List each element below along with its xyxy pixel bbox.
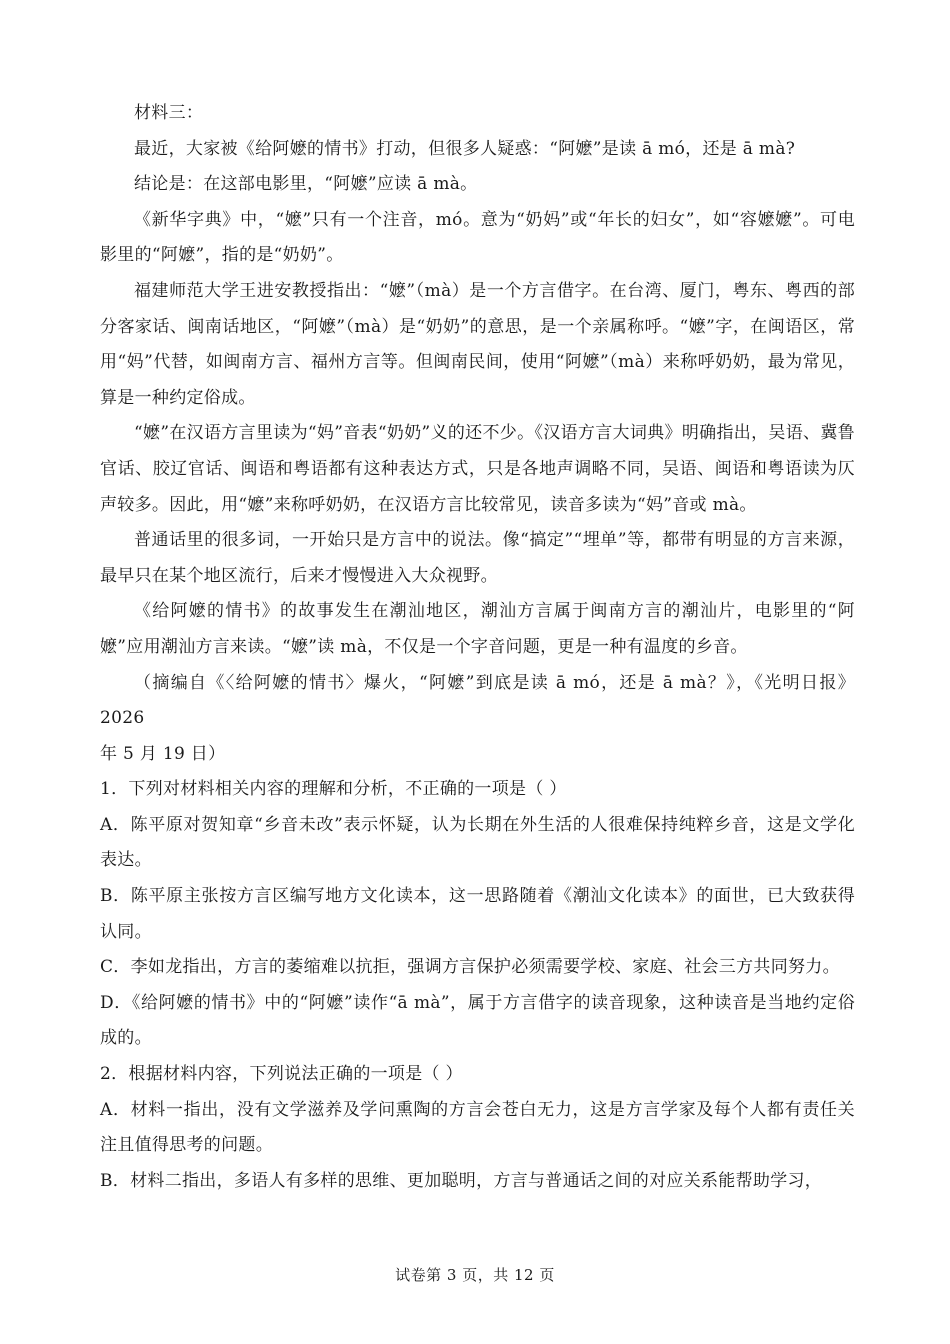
question-option: D．《给阿嬷的情书》中的“阿嬷”读作“ā mà”，属于方言借字的读音现象，这种读音是当地约定俗成的。 — [100, 992, 855, 1049]
paragraph: 《给阿嬷的情书》的故事发生在潮汕地区，潮汕方言属于闽南方言的潮汕片，电影里的“阿嬷”应用潮汕方言来读。“嬷”读 mà，不仅是一个字音问题，更是一种有温度的乡音。 — [100, 601, 855, 657]
paragraph: 最近，大家被《给阿嬷的情书》打动，但很多人疑惑：“阿嬷”是读 ā mó，还是 ā mà? — [134, 138, 796, 159]
question-option: A．陈平原对贺知章“乡音未改”表示怀疑，认为长期在外生活的人很难保持纯粹乡音，这是文学化表达。 — [100, 814, 855, 871]
paragraph: 《新华字典》中，“嬷”只有一个注音，mó。意为“奶妈”或“年长的妇女”，如“容嬷嬷”。可电影里的“阿嬷”，指的是“奶奶”。 — [100, 209, 855, 266]
exam-page-body — [100, 96, 855, 1199]
question-option: A．材料一指出，没有文学滋养及学问熏陶的方言会苍白无力，这是方言学家及每个人都有责任关注且值得思考的问题。 — [100, 1099, 855, 1156]
source-citation: （摘编自《〈给阿嬷的情书〉爆火，“阿嬷”到底是读 ā mó，还是 ā mà？》，《光明日报》2026 — [100, 672, 855, 729]
question-option: B．材料二指出，多语人有多样的思维、更加聪明，方言与普通话之间的对应关系能帮助学习， — [100, 1170, 823, 1191]
page-footer: 试卷第 3 页，共 12 页 — [395, 1266, 555, 1284]
source-citation-end: 年 5 月 19 日） — [100, 743, 226, 764]
question-option: C．李如龙指出，方言的萎缩难以抗拒，强调方言保护必须需要学校、家庭、社会三方共同努力。 — [100, 957, 840, 978]
question-stem: 2．根据材料内容，下列说法正确的一项是（ ） — [100, 1064, 463, 1085]
question-option: B．陈平原主张按方言区编写地方文化读本，这一思路随着《潮汕文化读本》的面世，已大致获得认同。 — [100, 886, 855, 942]
question-stem: 1．下列对材料相关内容的理解和分析，不正确的一项是（ ） — [100, 779, 567, 800]
paragraph: “嬷”在汉语方言里读为“妈”音表“奶奶”义的还不少。《汉语方言大词典》明确指出，吴语、冀鲁官话、胶辽官话、闽语和粤语都有这种表达方式，只是各地声调略不同，吴语、闽语和粤语读为仄声较多。因此，用“嬷”来称呼奶奶，在汉语方言比较常见，读音多读为“妈”音或 mà。 — [100, 423, 855, 515]
paragraph: 结论是：在这部电影里，“阿嬷”应读 ā mà。 — [134, 174, 478, 195]
paragraph: 普通话里的很多词，一开始只是方言中的说法。像“搞定”“埋单”等，都带有明显的方言来源，最早只在某个地区流行，后来才慢慢进入大众视野。 — [100, 530, 855, 586]
material-heading: 材料三： — [134, 103, 204, 123]
paragraph: 福建师范大学王进安教授指出：“嬷”（mà）是一个方言借字。在台湾、厦门，粤东、粤西的部分客家话、闽南话地区，“阿嬷”（mà）是“奶奶”的意思，是一个亲属称呼。“嬷”字，在闽语区，常用“妈”代替，如闽南方言、福州方言等。但闽南民间，使用“阿嬷”（mà）来称呼奶奶，最为常见，算是一种约定俗成。 — [100, 280, 855, 408]
